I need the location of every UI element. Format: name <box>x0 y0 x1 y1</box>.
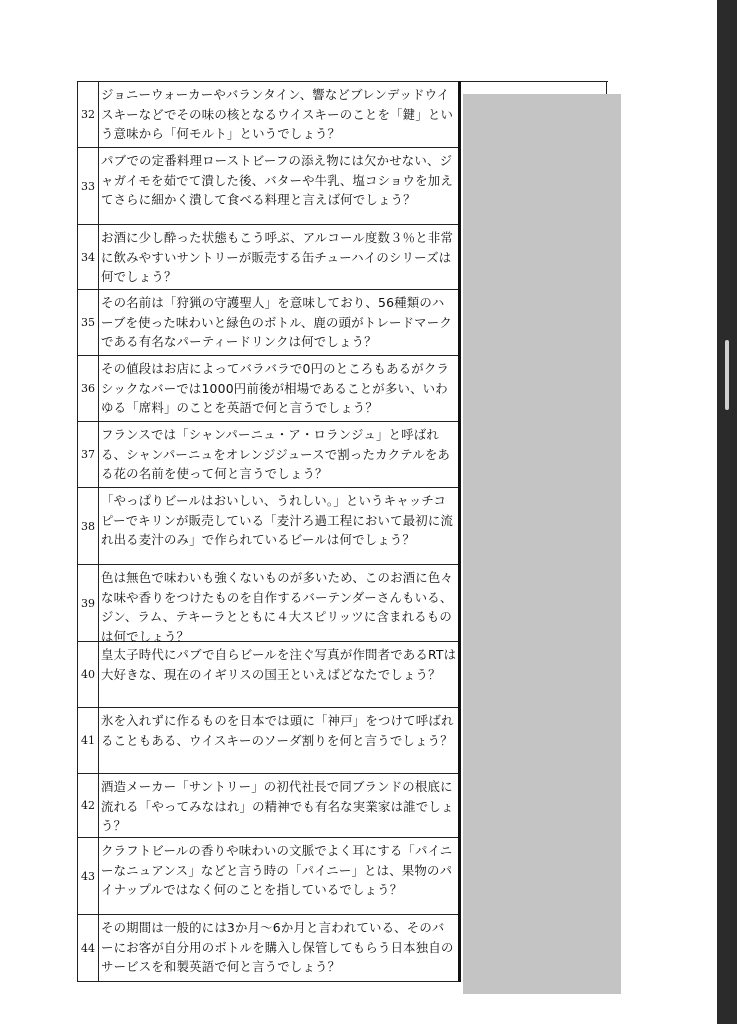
answer-column-right-border <box>606 81 607 94</box>
question-number: 38 <box>77 488 99 564</box>
question-text: 皇太子時代にパブで自らビールを注ぐ写真が作問者であるRTは大好きな、現在のイギリスの国王といえばどなたでしょう？ <box>101 647 457 682</box>
question-number: 41 <box>77 708 99 773</box>
table-row <box>77 915 458 982</box>
question-number: 40 <box>77 642 99 707</box>
column-divider <box>458 81 461 982</box>
question-text: パブでの定番料理ローストビーフの添え物には欠かせない、ジャガイモを茹でて潰した後、バターや牛乳、塩コショウを加えてさらに細かく潰して食べる料理と言えば何でしょう？ <box>101 153 453 207</box>
table-row <box>77 774 458 838</box>
question-number: 36 <box>77 356 99 421</box>
question-number: 33 <box>77 148 99 224</box>
question-number: 35 <box>77 290 99 355</box>
question-number: 32 <box>77 82 99 147</box>
question-text: ジョニーウォーカーやバランタイン、響などブレンデッドウイスキーなどでその味の核となるウイスキーのことを「鍵」という意味から「何モルト」というでしょう？ <box>101 87 454 141</box>
table-row <box>77 708 458 774</box>
question-text: 氷を入れずに作るものを日本では頭に「神戸」をつけて呼ばれることもある、ウイスキーのソーダ割りを何と言うでしょう？ <box>101 713 454 748</box>
question-text: その値段はお店によってバラバラで0円のところもあるがクラシックなバーでは1000円前後が相場であることが多い、いわゆる「席料」のことを英語で何と言うでしょう？ <box>101 361 450 415</box>
question-text: 色は無色で味わいも強くないものが多いため、このお酒に色々な味や香りをつけたものを自作するバーテンダーさんもいる、ジン、ラム、テキーラとともに４大スピリッツに含まれるものは何でしょう？ <box>101 570 454 644</box>
table-row <box>77 290 458 356</box>
question-number: 44 <box>77 915 99 981</box>
answer-column-redaction <box>463 94 621 994</box>
table-row <box>77 642 458 708</box>
question-text: 「やっぱりビールはおいしい、うれしい。」というキャッチコピーでキリンが販売している「麦汁ろ過工程において最初に流れ出る麦汁のみ」で作られているビールは何でしょう？ <box>101 493 454 547</box>
answer-column-top-border <box>461 81 608 82</box>
table-row <box>77 356 458 422</box>
question-text: その名前は「狩猟の守護聖人」を意味しており、56種類のハーブを使った味わいと緑色のボトル、鹿の頭がトレードマークである有名なパーティードリンクは何でしょう？ <box>101 295 452 349</box>
table-row <box>77 488 458 565</box>
question-number: 42 <box>77 774 99 837</box>
scrollbar-thumb[interactable] <box>725 340 729 410</box>
question-text: クラフトビールの香りや味わいの文脈でよく耳にする「パイニーなニュアンス」などと言う時の「パイニー」とは、果物のパイナップルではなく何のことを指しているでしょう？ <box>101 843 453 897</box>
table-row <box>77 422 458 488</box>
question-text: お酒に少し酔った状態もこう呼ぶ、アルコール度数３％と非常に飲みやすいサントリーが販売する缶チューハイのシリーズは何でしょう？ <box>101 230 454 284</box>
question-number: 37 <box>77 422 99 487</box>
table-row <box>77 565 458 642</box>
question-number: 34 <box>77 225 99 289</box>
table-row <box>77 82 458 148</box>
question-text: 酒造メーカー「サントリー」の初代社長で同ブランドの根底に流れる「やってみなはれ」の精神でも有名な実業家は誰でしょう？ <box>101 779 454 833</box>
vertical-scrollbar[interactable] <box>717 0 737 1024</box>
table-row <box>77 225 458 290</box>
table-row <box>77 148 458 225</box>
question-text: その期間は一般的には3か月〜6か月と言われている、そのバーにお客が自分用のボトルを購入し保管してもらう日本独自のサービスを和製英語で何と言うでしょう？ <box>101 920 454 974</box>
question-number: 39 <box>77 565 99 641</box>
table-row <box>77 838 458 915</box>
question-text: フランスでは「シャンパーニュ・ア・ロランジュ」と呼ばれる、シャンパーニュをオレンジジュースで割ったカクテルをある花の名前を使って何と言うでしょう？ <box>101 427 451 481</box>
question-number: 43 <box>77 838 99 914</box>
